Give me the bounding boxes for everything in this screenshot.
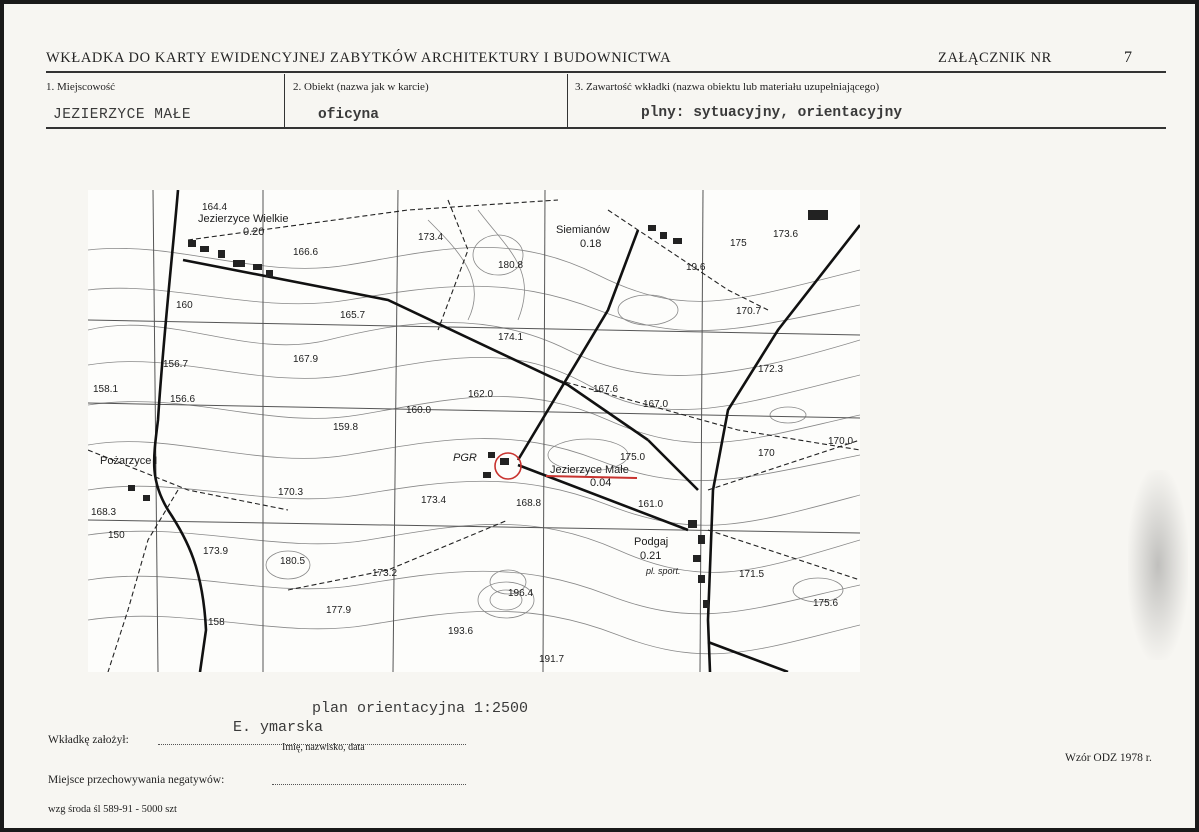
elevation: 164.4 bbox=[202, 202, 228, 213]
label-jezierzyce-male-num: 0.04 bbox=[590, 477, 612, 489]
content-value: plny: sytuacyjny, orientacyjny bbox=[641, 105, 903, 121]
label-pozarzyce: Pożarzyce I bbox=[100, 455, 158, 467]
label-siemianow: Siemianów bbox=[556, 224, 610, 236]
storage-dotted-line bbox=[272, 784, 466, 785]
elevation: 167.9 bbox=[293, 354, 319, 365]
pattern-label: Wzór ODZ 1978 r. bbox=[1065, 752, 1152, 764]
author-hint: Imię, nazwisko, data bbox=[282, 742, 365, 753]
elevation: 173.9 bbox=[203, 546, 229, 557]
elevation: 166.6 bbox=[293, 247, 319, 258]
annex-label: ZAŁĄCZNIK NR bbox=[938, 50, 1052, 66]
topographic-map bbox=[88, 190, 860, 672]
header-top-rule bbox=[46, 71, 1166, 73]
map-caption: plan orientacyjna 1:2500 bbox=[312, 700, 529, 717]
label-jezierzyce-male: Jezierzyce Małe bbox=[550, 464, 629, 476]
label-jezierzyce-wielkie-num: 0.20 bbox=[243, 226, 265, 238]
elevation: 170.7 bbox=[736, 306, 762, 317]
elevation: 160.0 bbox=[406, 405, 432, 416]
elevation: 165.7 bbox=[340, 310, 366, 321]
elevation: 173.4 bbox=[418, 232, 444, 243]
label-siemianow-num: 0.18 bbox=[580, 238, 602, 250]
object-value: oficyna bbox=[318, 107, 379, 123]
elevation: 170 bbox=[758, 448, 775, 459]
elevation: 168.8 bbox=[516, 498, 542, 509]
elevation: 196.4 bbox=[508, 588, 534, 599]
author-label: Wkładkę założył: bbox=[48, 734, 129, 746]
elevation: 161.0 bbox=[638, 499, 664, 510]
elevation: 156.7 bbox=[163, 359, 189, 370]
field-divider-1 bbox=[284, 74, 285, 129]
place-label: 1. Miejscowość bbox=[46, 81, 116, 93]
elevation: 172.3 bbox=[758, 364, 784, 375]
elevation: 167.0 bbox=[643, 399, 669, 410]
elevation-labels bbox=[91, 202, 853, 665]
scan-smudge bbox=[1128, 470, 1188, 660]
elevation: 173.2 bbox=[372, 568, 398, 579]
label-pl-sport: pl. sport. bbox=[646, 566, 681, 576]
place-value: JEZIERZYCE MAŁE bbox=[53, 107, 192, 123]
elevation: 159.8 bbox=[333, 422, 359, 433]
elevation: 173.6 bbox=[773, 229, 799, 240]
elevation: 160 bbox=[176, 300, 193, 311]
elevation: 170.3 bbox=[278, 487, 304, 498]
elevation: 193.6 bbox=[448, 626, 474, 637]
label-podgaj-num: 0.21 bbox=[640, 550, 662, 562]
object-marker bbox=[495, 453, 521, 479]
label-jezierzyce-wielkie: Jezierzyce Wielkie bbox=[198, 213, 289, 225]
storage-label: Miejsce przechowywania negatywów: bbox=[48, 774, 225, 786]
elevation: 168.3 bbox=[91, 507, 117, 518]
map-drawing bbox=[88, 190, 860, 672]
elevation: 174.1 bbox=[498, 332, 524, 343]
elevation: 170.0 bbox=[828, 436, 854, 447]
printer-note: wzg środa śl 589-91 - 5000 szt bbox=[48, 804, 177, 815]
elevation: 191.7 bbox=[539, 654, 565, 665]
object-label: 2. Obiekt (nazwa jak w karcie) bbox=[293, 81, 429, 93]
elevation: 175 bbox=[730, 238, 747, 249]
elevation: 158.1 bbox=[93, 384, 119, 395]
elevation: 19.6 bbox=[686, 262, 706, 273]
elevation: 162.0 bbox=[468, 389, 494, 400]
label-pgr: PGR bbox=[453, 452, 477, 464]
elevation: 150 bbox=[108, 530, 125, 541]
elevation: 156.6 bbox=[170, 394, 196, 405]
contour-lines bbox=[88, 210, 860, 654]
elevation: 173.4 bbox=[421, 495, 447, 506]
elevation: 175.0 bbox=[620, 452, 646, 463]
elevation: 167.6 bbox=[593, 384, 619, 395]
elevation: 171.5 bbox=[739, 569, 765, 580]
header-bottom-rule bbox=[46, 127, 1166, 129]
elevation: 175.6 bbox=[813, 598, 839, 609]
author-value: E. ymarska bbox=[233, 719, 324, 736]
annex-number: 7 bbox=[1124, 49, 1132, 66]
elevation: 177.9 bbox=[326, 605, 352, 616]
form-title: WKŁADKA DO KARTY EWIDENCYJNEJ ZABYTKÓW ARCHITEKTURY I BUDOWNICTWA bbox=[46, 50, 672, 66]
label-podgaj: Podgaj bbox=[634, 536, 669, 548]
elevation: 180.5 bbox=[280, 556, 306, 567]
content-label: 3. Zawartość wkładki (nazwa obiektu lub materiału uzupełniającego) bbox=[575, 81, 880, 93]
field-divider-2 bbox=[567, 74, 568, 129]
elevation: 158 bbox=[208, 617, 225, 628]
elevation: 180.8 bbox=[498, 260, 524, 271]
